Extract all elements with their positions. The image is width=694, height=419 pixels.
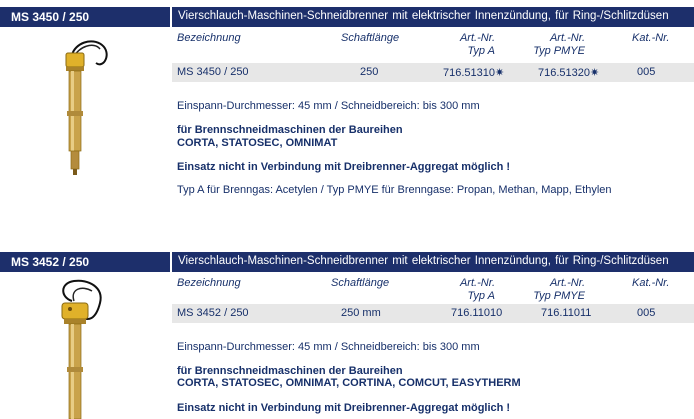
col-schaftlaenge: Schaftlänge — [341, 32, 400, 44]
table-row — [172, 63, 694, 82]
col-art-typ-pmye-line1: Art.-Nr. — [549, 277, 585, 289]
col-schaftlaenge: Schaftlänge — [331, 277, 390, 289]
cell-art-typ-a: 716.51310✷ — [443, 67, 505, 79]
cell-kat: 005 — [637, 66, 656, 78]
product-description: Vierschlauch-Maschinen-Schneidbrenner mit elektrischer Innenzündung, für Ring-/Schlitzdüsen — [178, 255, 669, 267]
product-block-1 — [0, 7, 694, 207]
cell-bezeichnung: MS 3452 / 250 — [177, 307, 249, 319]
note-diameter: Einspann-Durchmesser: 45 mm / Schneidbereich: bis 300 mm — [177, 341, 480, 353]
cell-schaftlaenge: 250 mm — [341, 307, 381, 319]
col-art-typ-pmye-line2: Typ PMYE — [533, 290, 585, 302]
table-row — [172, 304, 694, 323]
note-warning: Einsatz nicht in Verbindung mit Dreibrenner-Aggregat möglich ! — [177, 402, 511, 414]
note-gas-types: Typ A für Brenngas: Acetylen / Typ PMYE für Brenngase: Propan, Methan, Mapp, Ethylen — [177, 184, 612, 196]
col-art-typ-a-line1: Art.-Nr. — [459, 32, 495, 44]
product-code: MS 3452 / 250 — [11, 255, 90, 269]
product-code-header — [0, 7, 170, 27]
product-code-header — [0, 252, 170, 272]
col-bezeichnung: Bezeichnung — [177, 32, 241, 44]
col-art-typ-pmye-line2: Typ PMYE — [533, 45, 585, 57]
col-art-typ-a-line1: Art.-Nr. — [459, 277, 495, 289]
col-art-typ-a — [447, 32, 495, 58]
cell-bezeichnung: MS 3450 / 250 — [177, 66, 249, 78]
note-diameter: Einspann-Durchmesser: 45 mm / Schneidbereich: bis 300 mm — [177, 100, 480, 112]
col-art-typ-pmye — [530, 277, 585, 303]
cell-schaftlaenge: 250 — [360, 66, 379, 78]
col-art-typ-a — [447, 277, 495, 303]
cell-kat: 005 — [637, 307, 656, 319]
torch-image — [40, 35, 120, 185]
note-machines-intro: für Brennschneidmaschinen der Baureihen — [177, 365, 403, 377]
col-art-typ-pmye — [530, 32, 585, 58]
cell-art-typ-pmye: 716.51320✷ — [538, 67, 600, 79]
note-machine-series: CORTA, STATOSEC, OMNIMAT — [177, 137, 338, 149]
product-block-2 — [0, 252, 694, 419]
cell-art-typ-pmye: 716.11011 — [541, 307, 592, 319]
product-description-header — [172, 7, 694, 27]
col-art-typ-a-line2: Typ A — [467, 290, 495, 302]
note-machines-intro: für Brennschneidmaschinen der Baureihen — [177, 124, 403, 136]
product-code: MS 3450 / 250 — [11, 10, 90, 24]
col-art-typ-a-line2: Typ A — [467, 45, 495, 57]
product-description: Vierschlauch-Maschinen-Schneidbrenner mit elektrischer Innenzündung, für Ring-/Schlitzdüsen — [178, 10, 669, 22]
col-bezeichnung: Bezeichnung — [177, 277, 241, 289]
note-machine-series: CORTA, STATOSEC, OMNIMAT, CORTINA, COMCUT, EASYTHERM — [177, 377, 521, 389]
product-description-header — [172, 252, 694, 272]
col-kat: Kat.-Nr. — [632, 32, 670, 44]
col-kat: Kat.-Nr. — [632, 277, 670, 289]
cell-art-typ-a: 716.11010 — [451, 307, 503, 319]
note-warning: Einsatz nicht in Verbindung mit Dreibrenner-Aggregat möglich ! — [177, 161, 511, 173]
col-art-typ-pmye-line1: Art.-Nr. — [549, 32, 585, 44]
torch-image — [30, 279, 120, 419]
